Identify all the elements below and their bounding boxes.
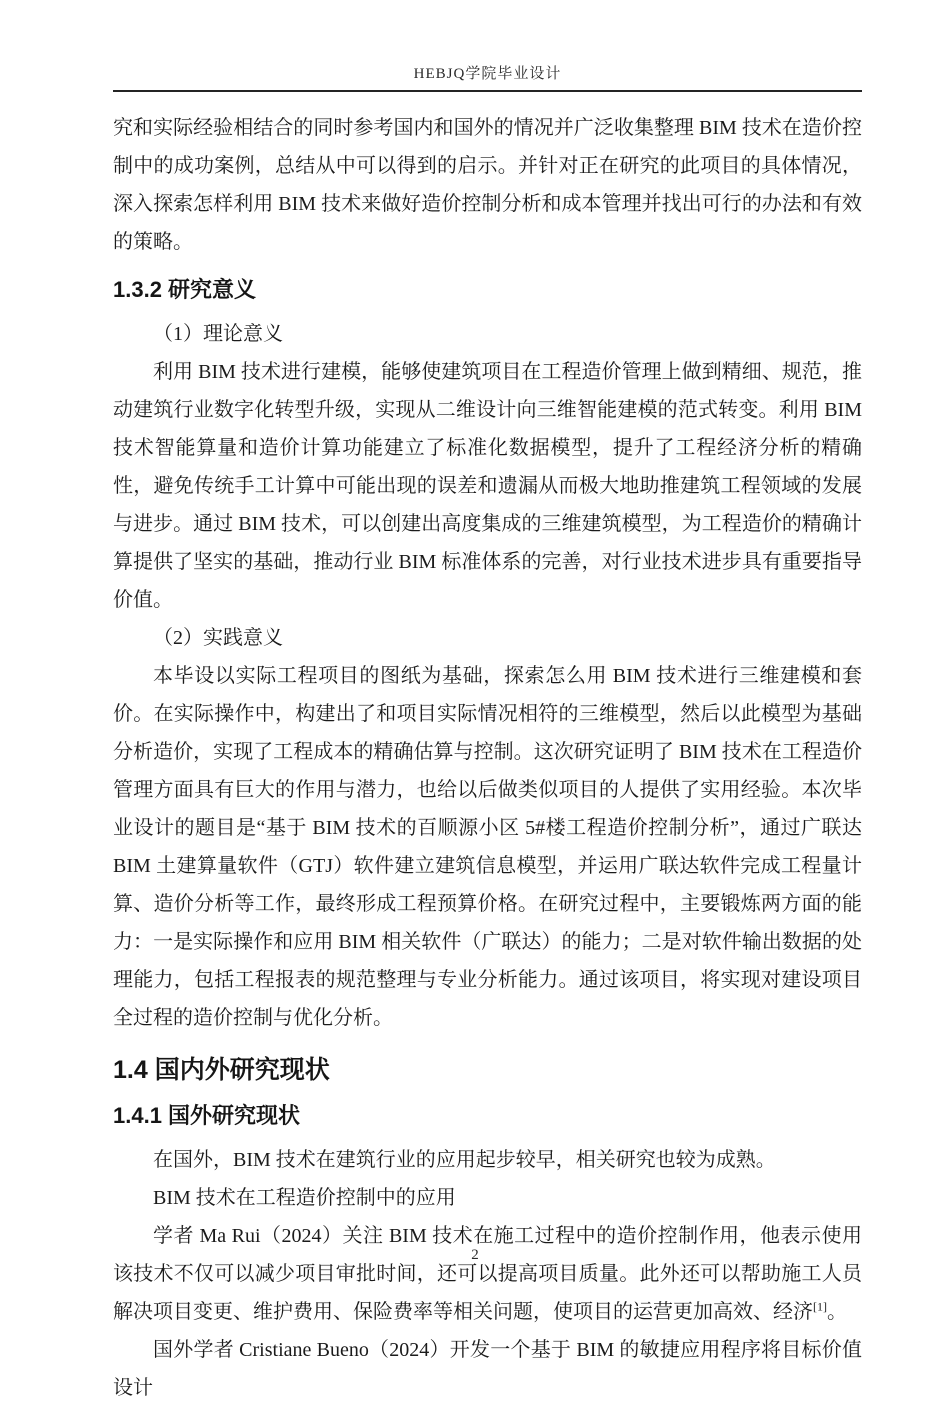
- page-footer: [0, 1246, 950, 1264]
- citation-ref-1: [1]: [813, 1299, 827, 1314]
- page-number: 2: [471, 1247, 479, 1263]
- item-practice-label: （2）实践意义: [153, 627, 283, 649]
- page-header: [113, 0, 862, 92]
- heading-1-4-research-status: 1.4 国内外研究现状: [113, 1056, 330, 1084]
- heading-1-4-1-foreign-research-status: 1.4.1 国外研究现状: [113, 1103, 301, 1128]
- heading-1-3-2-research-significance: 1.3.2 研究意义: [113, 277, 257, 302]
- ma-rui-tail: 。: [827, 1301, 847, 1323]
- paragraph-continuation: 究和实际经验相结合的同时参考国内和国外的情况并广泛收集整理 BIM 技术在造价控制中的成功案例，总结从中可以得到的启示。并针对正在研究的此项目的具体情况，深入探索怎样利用 BIM 技术来做好造价控制分析和成本管理并找出可行的办法和有效的策略。: [113, 117, 862, 253]
- paragraph-cristiane-bueno: 国外学者 Cristiane Bueno（2024）开发一个基于 BIM 的敏捷应用程序将目标价值设计: [113, 1339, 862, 1399]
- paragraph-practical-significance: 本毕设以实际工程项目的图纸为基础，探索怎么用 BIM 技术进行三维建模和套价。在实际操作中，构建出了和项目实际情况相符的三维模型，然后以此模型为基础分析造价，实现了工程成本的精确估算与控制。这次研究证明了 BIM 技术在工程造价管理方面具有巨大的作用与潜力，也给以后做类似项目的人提供了实用经验。本次毕业设计的题目是“基于 BIM 技术的百顺源小区 5#楼工程造价控制分析”，通过广联达 BIM 土建算量软件（GTJ）软件建立建筑信息模型，并运用广联达软件完成工程量计算、造价分析等工作，最终形成工程预算价格。在研究过程中，主要锻炼两方面的能力：一是实际操作和应用 BIM 相关软件（广联达）的能力；二是对软件输出数据的处理能力，包括工程报表的规范整理与专业分析能力。通过该项目，将实现对建设项目全过程的造价控制与优化分析。: [113, 665, 862, 1029]
- paragraph-ma-rui: [113, 1217, 862, 1331]
- ma-rui-text: 学者 Ma Rui（2024）关注 BIM 技术在施工过程中的造价控制作用，他表示使用该技术不仅可以减少项目审批时间，还可以提高项目质量。此外还可以帮助施工人员解决项目变更、维护费用、保险费率等相关问题，使项目的运营更加高效、经济: [113, 1225, 862, 1323]
- page-body: [113, 109, 862, 1407]
- paragraph-theoretical-significance: 利用 BIM 技术进行建模，能够使建筑项目在工程造价管理上做到精细、规范，推动建筑行业数字化转型升级，实现从二维设计向三维智能建模的范式转变。利用 BIM 技术智能算量和造价计算功能建立了标准化数据模型，提升了工程经济分析的精确性，避免传统手工计算中可能出现的误差和遗漏从而极大地助推建筑工程领域的发展与进步。通过 BIM 技术，可以创建出高度集成的三维建筑模型，为工程造价的精确计算提供了坚实的基础，推动行业 BIM 标准体系的完善，对行业技术进步具有重要指导价值。: [113, 361, 862, 611]
- paragraph-abroad-status: 在国外，BIM 技术在建筑行业的应用起步较早，相关研究也较为成熟。: [153, 1149, 776, 1171]
- item-theory-label: （1）理论意义: [153, 323, 283, 345]
- header-title: HEBJQ学院毕业设计: [413, 66, 562, 82]
- paragraph-application-title: BIM 技术在工程造价控制中的应用: [153, 1187, 456, 1209]
